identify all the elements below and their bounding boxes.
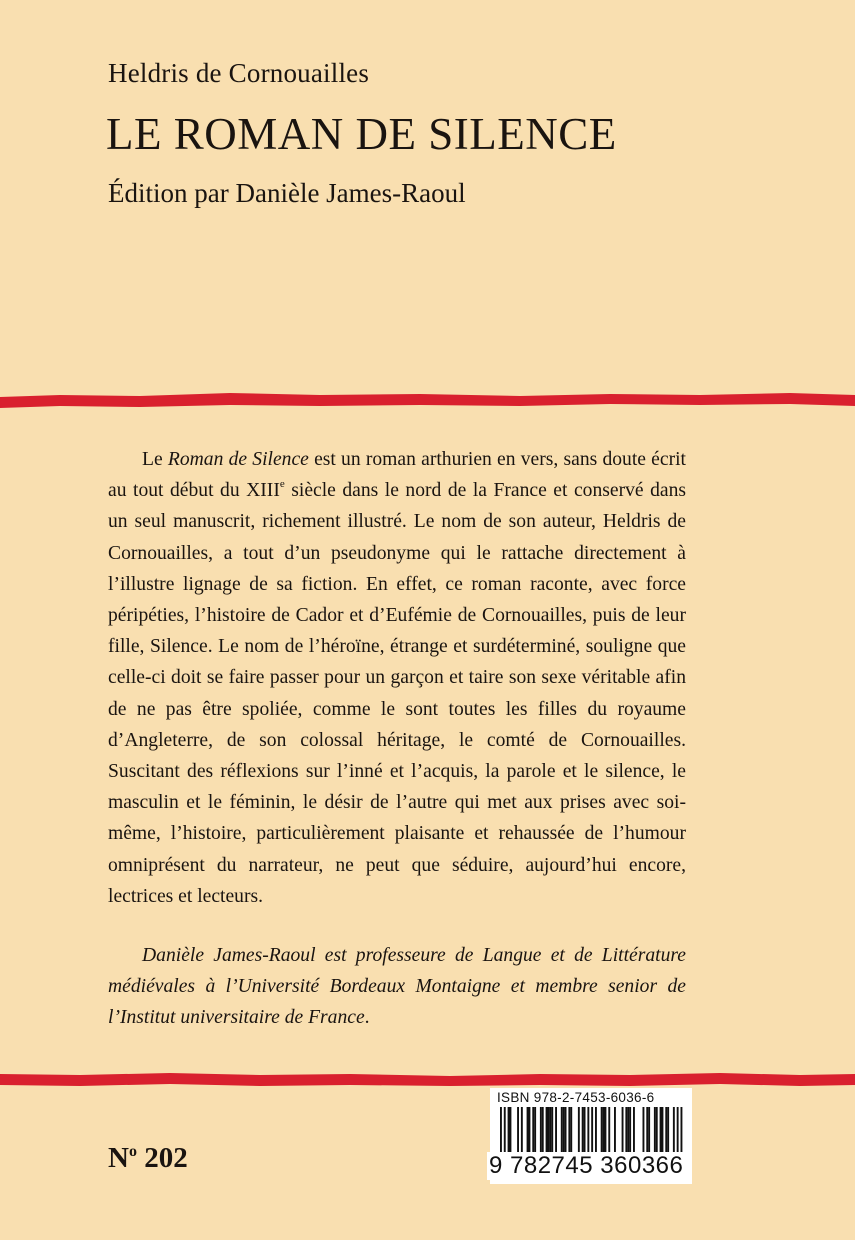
author-name: Heldris de Cornouailles <box>108 58 370 88</box>
summary-block <box>108 444 686 1034</box>
red-stripe-top <box>0 384 855 414</box>
book-title: LE ROMAN DE SILENCE <box>106 109 617 159</box>
isbn-label: ISBN 978-2-7453-6036-6 <box>497 1090 655 1105</box>
editor-credit: Édition par Danièle James-Raoul <box>108 178 466 208</box>
barcode-digits: 9 782745 360366 <box>489 1152 684 1179</box>
red-stripe-bottom <box>0 1066 855 1092</box>
work-title-italic: Roman de Silence <box>167 449 309 470</box>
summary-paragraph: Le Roman de Silence est un roman arthurien en vers, sans doute écrit au tout début du XIIIe siècle dans le nord de la France et conservé dans un seul manuscrit, richement illustré. Le nom de son auteur, Heldris de Cornouailles, a tout d’un pseudonyme qui le rattache directement à l’illustre lignage de sa fiction. En effet, ce roman raconte, avec force péripéties, l’histoire de Cador et d’Eufémie de Cornouailles, puis de leur fille, Silence. Le nom de l’héroïne, étrange et surdéterminé, souligne que celle-ci doit se faire passer pour un garçon et taire son sexe véritable afin de ne pas être spoliée, comme le sont toutes les filles du royaume d’Angleterre, de son colossal héritage, le comté de Cornouailles. Suscitant des réflexions sur l’inné et l’acquis, la parole et le silence, le masculin et le féminin, le désir de l’autre qui met aux prises avec soi-même, l’histoire, particulièrement plaisante et rehaussée de l’humour omniprésent du narrateur, ne peut que séduire, aujourd’hui encore, lectrices et lecteurs. <box>108 449 687 907</box>
series-number: $N^o$ 202 <box>108 1142 188 1174</box>
editor-bio: Danièle James-Raoul est professeure de Langue et de Littérature médiévales à l’Université Bordeaux Montaigne et membre senior de l’Institut universitaire de France. <box>108 945 686 1029</box>
